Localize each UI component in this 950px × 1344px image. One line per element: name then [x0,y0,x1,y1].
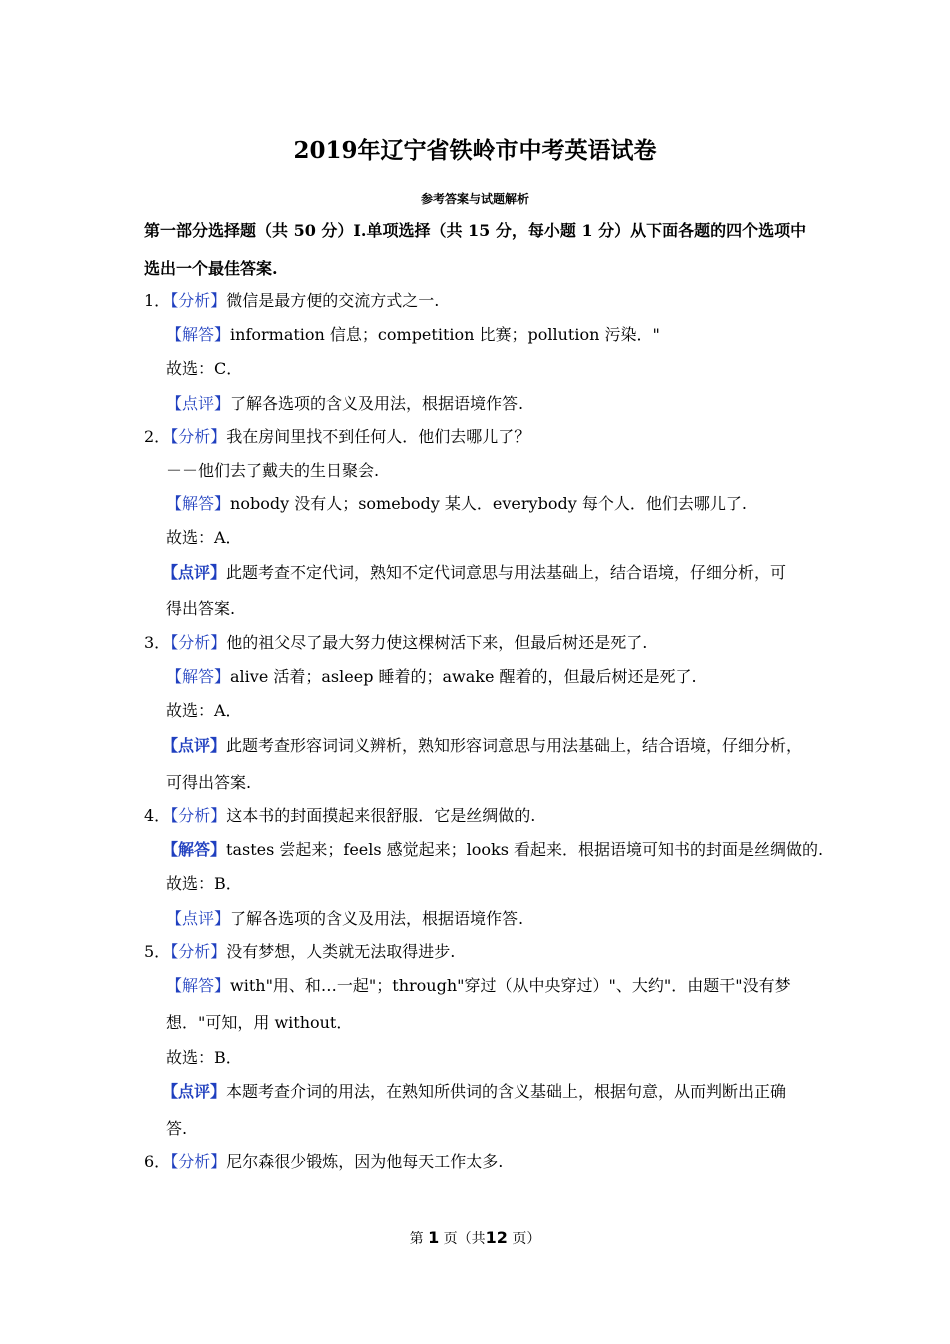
comment-tag: 【点评】 [162,563,227,582]
comment-text: 本题考查介词的用法，在熟知所供词的含义基础上，根据句意，从而判断出正确 [226,1082,787,1101]
question-1-choice: 故选：C． [166,359,243,378]
section-heading-line1: 第一部分选择题（共 50 分）I.单项选择（共 15 分，每小题 1 分）从下面各题的四个选项中 [144,221,807,240]
question-3-comment [162,735,802,757]
comment-tag: 【点评】 [162,1082,227,1101]
comment-text: 了解各选项的含义及用法，根据语境作答. [230,394,524,413]
question-number: 2． [144,427,171,446]
question-4-analysis [144,805,535,827]
answer-tag: 【解答】 [166,667,231,686]
question-number: 5． [144,942,171,961]
footer-total-pages: 12 [485,1228,508,1247]
question-3-comment-cont: 可得出答案. [166,773,252,792]
answer-text: nobody 没有人；somebody 某人．everybody 每个人．他们去哪儿了. [230,494,747,513]
question-5-analysis [144,941,455,963]
footer-suffix: 页） [512,1231,541,1247]
question-3-analysis [144,632,647,654]
page-footer [0,1228,950,1248]
analysis-text: 我在房间里找不到任何人．他们去哪儿了？ [226,427,531,446]
analysis-text: 这本书的封面摸起来很舒服．它是丝绸做的. [226,806,536,825]
question-5-choice: 故选：B． [166,1048,242,1067]
analysis-text: 他的祖父尽了最大努力使这棵树活下来，但最后树还是死了. [226,633,648,652]
analysis-text: 没有梦想，人类就无法取得进步. [226,942,456,961]
question-2-comment-cont: 得出答案. [166,599,236,618]
page-subtitle: 参考答案与试题解析 [420,192,529,206]
question-2-analysis [144,426,530,448]
comment-text: 此题考查不定代词，熟知不定代词意思与用法基础上，结合语境，仔细分析，可 [226,563,787,582]
question-2-comment [162,562,786,584]
question-2-answer [166,493,747,515]
question-2-choice: 故选：A． [166,528,242,547]
analysis-tag: 【分析】 [170,942,227,961]
question-4-answer [162,839,823,861]
analysis-tag: 【分析】 [170,633,227,652]
question-number: 4． [144,806,171,825]
answer-text: tastes 尝起来；feels 感觉起来；looks 看起来．根据语境可知书的封面是丝绸做的. [226,840,824,859]
answer-tag: 【解答】 [166,325,231,344]
question-3-choice: 故选：A． [166,701,242,720]
question-4-comment [166,908,523,930]
question-6-analysis [144,1151,503,1173]
analysis-tag: 【分析】 [170,291,227,310]
question-1-comment [166,393,523,415]
analysis-text: 微信是最方便的交流方式之一. [226,291,440,310]
comment-tag: 【点评】 [162,736,227,755]
answer-tag: 【解答】 [166,976,231,995]
answer-text: alive 活着；asleep 睡着的；awake 醒着的，但最后树还是死了. [230,667,697,686]
question-3-answer [166,666,697,688]
answer-tag: 【解答】 [162,840,227,859]
question-number: 6． [144,1152,171,1171]
answer-text: information 信息；competition 比赛；pollution 污染．" [230,325,660,344]
answer-tag: 【解答】 [166,494,231,513]
question-number: 3． [144,633,171,652]
question-4-choice: 故选：B． [166,874,242,893]
comment-tag: 【点评】 [166,394,231,413]
comment-text: 了解各选项的含义及用法，根据语境作答. [230,909,524,928]
comment-tag: 【点评】 [166,909,231,928]
question-1-answer [166,324,660,346]
footer-prefix: 第 [409,1231,424,1247]
analysis-text: 尼尔森很少锻炼，因为他每天工作太多. [226,1152,504,1171]
question-2-analysis-cont: －－他们去了戴夫的生日聚会. [166,461,380,480]
question-number: 1． [144,291,171,310]
section-heading-line2: 选出一个最佳答案. [144,259,278,278]
footer-page-number: 1 [428,1228,440,1247]
question-5-answer [166,975,791,997]
footer-middle: 页（共 [443,1231,486,1247]
question-5-comment [162,1081,786,1103]
question-5-comment-cont: 答. [166,1119,188,1138]
answer-text: with"用、和…一起"；through"穿过（从中央穿过）"、大约"．由题干"没有梦 [230,976,791,995]
analysis-tag: 【分析】 [170,1152,227,1171]
question-1-analysis [144,290,439,312]
analysis-tag: 【分析】 [170,427,227,446]
question-5-answer-cont: 想．"可知，用 without． [166,1013,353,1032]
analysis-tag: 【分析】 [170,806,227,825]
comment-text: 此题考查形容词词义辨析，熟知形容词意思与用法基础上，结合语境，仔细分析， [226,736,803,755]
page-title: 2019年辽宁省铁岭市中考英语试卷 [293,137,657,164]
